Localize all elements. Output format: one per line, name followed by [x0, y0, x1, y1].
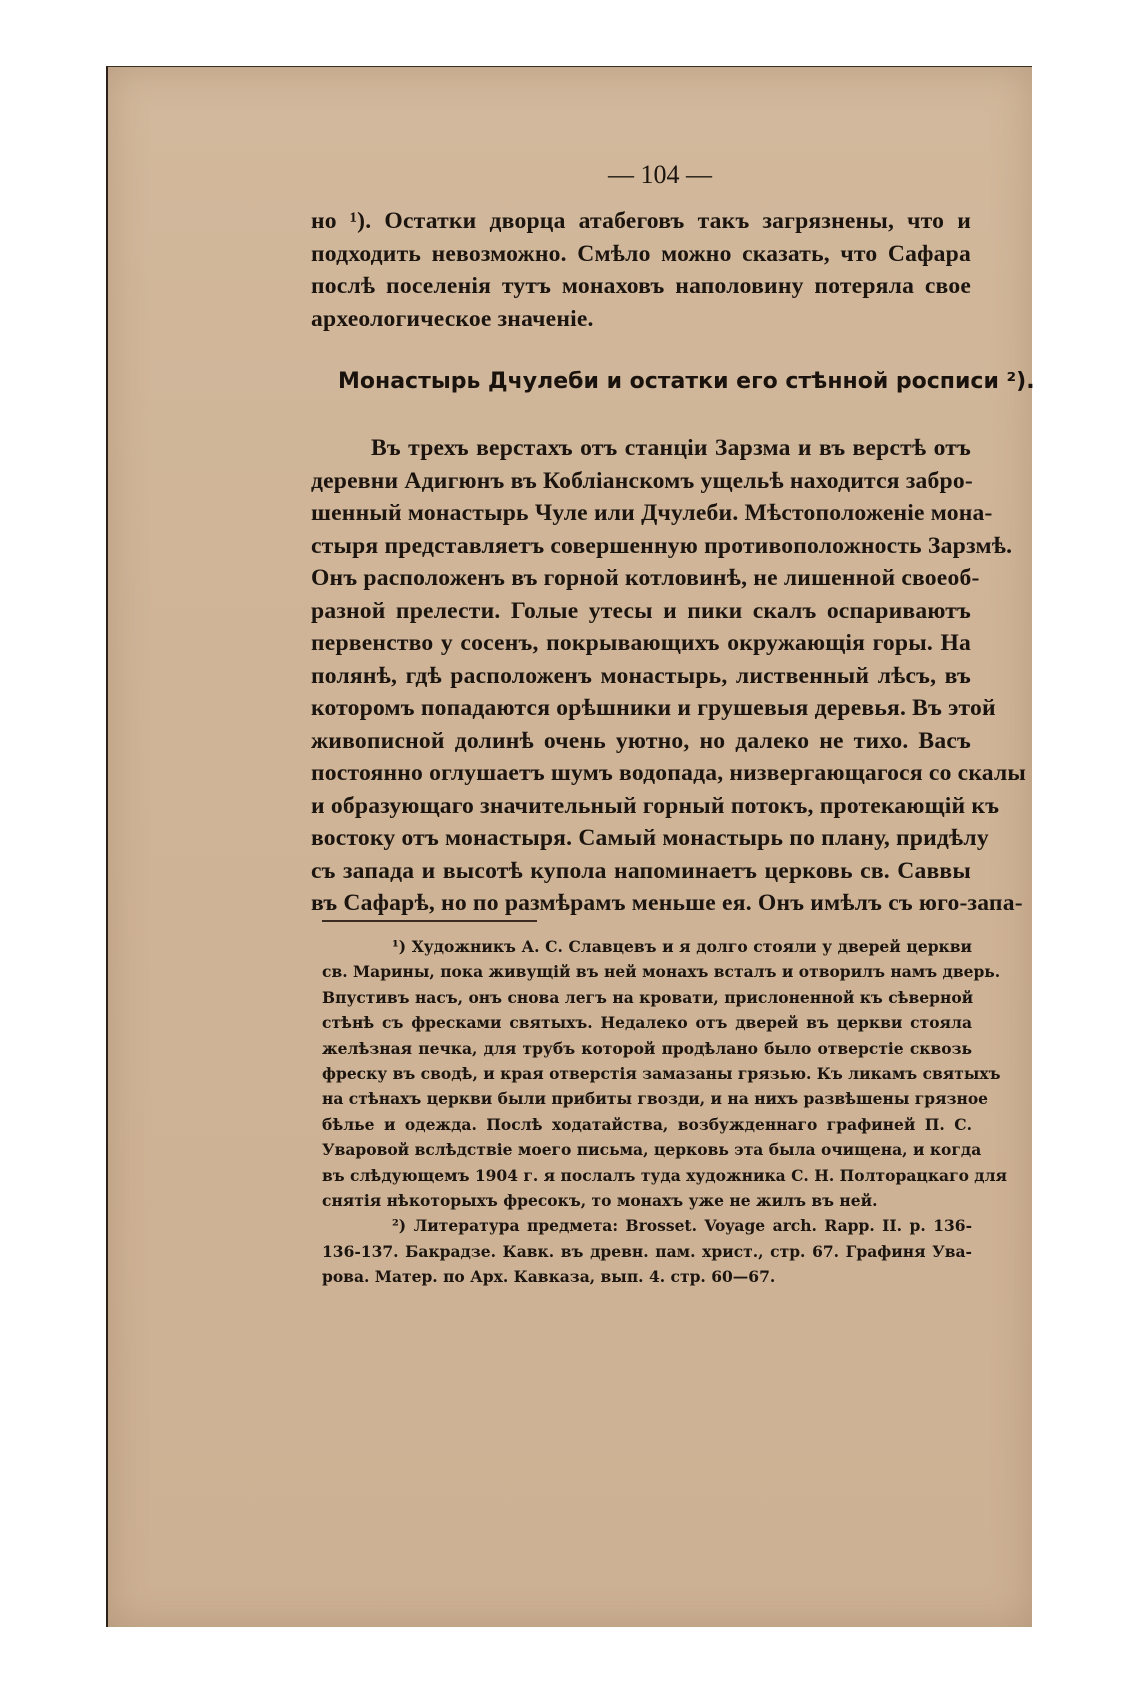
footnotes	[322, 934, 1008, 1290]
text-line: послѣ поселенія тутъ монаховъ наполовину потеряла свое	[311, 273, 971, 299]
text-line: но ¹). Остатки дворца атабеговъ такъ загрязнены, что и	[311, 208, 971, 234]
text-line: археологическое значеніе.	[311, 305, 594, 332]
footnote-line: Уваровой вслѣдствіе моего письма, церковь эта была очищена, и когда	[322, 1140, 982, 1160]
footnote-line: рова. Матер. по Арх. Кавказа, вып. 4. стр. 60—67.	[322, 1267, 776, 1287]
footnote-2	[322, 1213, 972, 1289]
main-paragraph	[311, 432, 1027, 920]
text-line: Онъ расположенъ въ горной котловинѣ, не лишенной своеоб-	[311, 565, 980, 591]
footnote-line: ¹) Художникъ А. С. Славцевъ и я долго стояли у дверей церкви	[392, 937, 972, 956]
text-line: первенство у сосенъ, покрывающихъ окружающія горы. На	[311, 630, 971, 656]
text-line: разной прелести. Голые утесы и пики скалъ оспариваютъ	[311, 597, 971, 624]
text-line: подходить невозможно. Смѣло можно сказать, что Сафара	[311, 240, 971, 267]
footnote-line: на стѣнахъ церкви были прибиты гвозди, и на нихъ развѣшены грязное	[322, 1089, 989, 1109]
text-line: деревни Адигюнъ въ Кобліанскомъ ущельѣ находится забро-	[311, 467, 973, 494]
text-line: живописной долинѣ очень уютно, но далеко не тихо. Васъ	[311, 727, 971, 754]
footnote-line: бѣлье и одежда. Послѣ ходатайства, возбужденнаго графиней П. С.	[322, 1114, 972, 1134]
text-line: въ Сафарѣ, но по размѣрамъ меньше ея. Онъ имѣлъ съ юго-запа-	[311, 890, 1023, 916]
text-line: постоянно оглушаетъ шумъ водопада, низвергающагося со скалы	[311, 760, 1027, 786]
footnote-1	[322, 934, 1008, 1213]
footnote-line: 136-137. Бакрадзе. Кавк. въ древн. пам. христ., стр. 67. Графиня Ува-	[322, 1241, 972, 1261]
footnote-line: св. Марины, пока живущій въ ней монахъ всталъ и отворилъ намъ дверь.	[322, 962, 1001, 982]
text-line: востоку отъ монастыря. Самый монастырь по плану, придѣлу	[311, 825, 989, 851]
paragraph-body	[311, 432, 1027, 920]
text-line: которомъ попадаются орѣшники и грушевыя деревья. Въ этой	[311, 695, 996, 721]
footnote-line: фреску въ сводѣ, и края отверстія замазаны грязью. Къ ликамъ святыхъ	[322, 1064, 1001, 1084]
text-line: полянѣ, гдѣ расположенъ монастырь, лиственный лѣсъ, въ	[311, 662, 971, 689]
footnote-line: Впустивъ насъ, онъ снова легъ на кровати, прислоненной къ сѣверной	[322, 987, 974, 1007]
footnote-line: въ слѣдующемъ 1904 г. я послалъ туда художника С. Н. Полторацкаго для	[322, 1165, 1008, 1185]
text-line: и образующаго значительный горный потокъ, протекающій къ	[311, 792, 1000, 819]
section-heading: Монастырь Дчулеби и остатки его стѣнной росписи ²).	[338, 369, 1035, 394]
footnote-line: стѣнѣ съ фресками святыхъ. Недалеко отъ дверей въ церкви стояла	[322, 1013, 972, 1033]
text-line: съ запада и высотѣ купола напоминаетъ церковь св. Саввы	[311, 857, 971, 884]
text-line: стыря представляетъ совершенную противоположность Зарзмѣ.	[311, 532, 1013, 559]
footnote-line: ²) Литература предмета: Brosset. Voyage arch. Rapp. II. p. 136-	[392, 1216, 972, 1236]
text-line: шенный монастырь Чуле или Дчулеби. Мѣстоположеніе мона-	[311, 500, 993, 526]
footnote-divider	[322, 920, 537, 922]
footnote-line: желѣзная печка, для трубъ которой продѣлано было отверстіе сквозь	[322, 1038, 972, 1058]
top-paragraph	[311, 205, 971, 335]
footnote-line: снятія нѣкоторыхъ фресокъ, то монахъ уже не жилъ въ ней.	[322, 1191, 878, 1211]
page-number: — 104 —	[608, 160, 712, 189]
paragraph-continuation	[311, 205, 971, 335]
text-line: Въ трехъ верстахъ отъ станціи Зарзма и въ верстѣ отъ	[371, 435, 971, 461]
